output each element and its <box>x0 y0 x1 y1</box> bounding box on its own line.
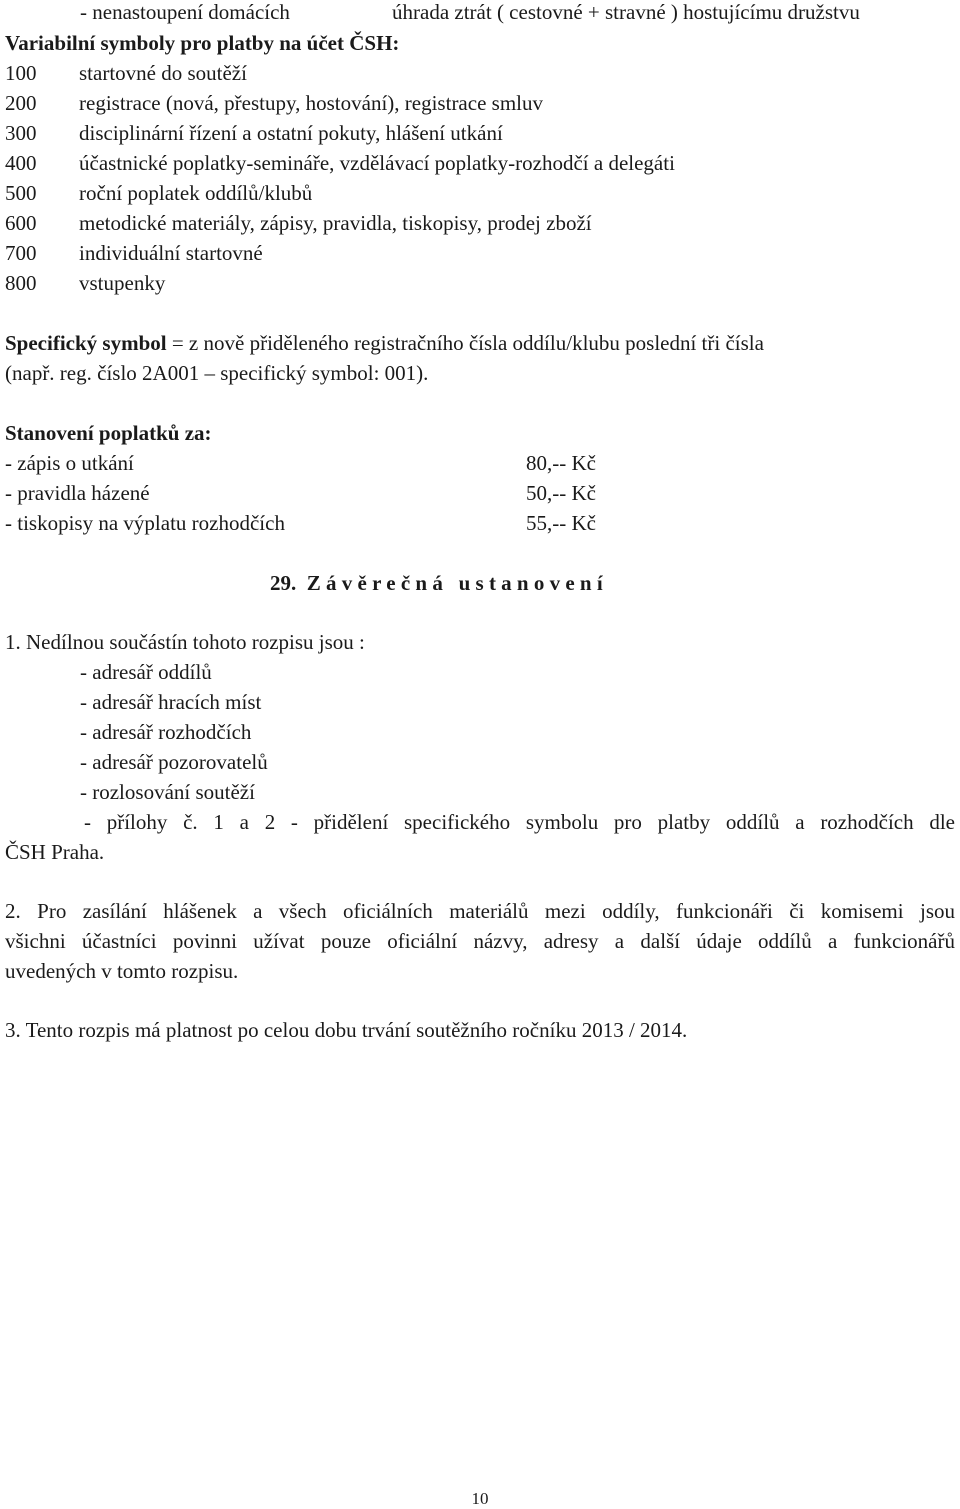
fee-value: 80,-- Kč <box>526 451 596 475</box>
point1-item: - adresář oddílů <box>80 660 212 684</box>
specific-symbol-text: = z nově přiděleného registračního čísla oddílu/klubu poslední tři čísla <box>166 331 764 355</box>
point3-text: 3. Tento rozpis má platnost po celou dobu trvání soutěžního ročníku 2013 / 2014. <box>5 1018 688 1042</box>
fee-label: - pravidla házené <box>5 481 150 505</box>
symbol-code: 600 <box>5 211 37 235</box>
fee-value: 50,-- Kč <box>526 481 596 505</box>
top-line-right: úhrada ztrát ( cestovné + stravné ) hostujícímu družstvu <box>392 0 860 24</box>
fee-label: - tiskopisy na výplatu rozhodčích <box>5 511 285 535</box>
section-29-heading <box>270 568 603 598</box>
symbol-description: roční poplatek oddílů/klubů <box>79 181 313 205</box>
fee-value: 55,-- Kč <box>526 511 596 535</box>
symbol-code: 200 <box>5 91 37 115</box>
section-number: 29. <box>270 571 297 595</box>
symbol-description: individuální startovné <box>79 241 263 265</box>
specific-symbol-line1 <box>5 328 764 358</box>
symbol-code: 100 <box>5 61 37 85</box>
symbol-code: 400 <box>5 151 37 175</box>
point1-item: - adresář rozhodčích <box>80 720 252 744</box>
fee-label: - zápis o utkání <box>5 451 134 475</box>
point1-attachment-line1: - přílohy č. 1 a 2 - přidělení specifického symbolu pro platby oddílů a rozhodčích dle <box>84 810 955 834</box>
point2-line3: uvedených v tomto rozpisu. <box>5 959 239 983</box>
specific-symbol-label: Specifický symbol <box>5 331 167 355</box>
variable-symbols-heading: Variabilní symboly pro platby na účet ČSH: <box>5 31 400 55</box>
fees-heading: Stanovení poplatků za: <box>5 421 212 445</box>
symbol-description: vstupenky <box>79 271 166 295</box>
point1-attachment-line2: ČSH Praha. <box>5 840 105 864</box>
point2-line2: všichni účastníci povinni užívat pouze oficiální názvy, adresy a další údaje oddílů a funkcionářů <box>5 929 955 953</box>
symbol-description: startovné do soutěží <box>79 61 247 85</box>
symbol-code: 800 <box>5 271 37 295</box>
symbol-description: účastnické poplatky-semináře, vzdělávací poplatky-rozhodčí a delegáti <box>79 151 675 175</box>
symbol-description: disciplinární řízení a ostatní pokuty, hlášení utkání <box>79 121 503 145</box>
point1-intro: 1. Nedílnou součástín tohoto rozpisu jsou : <box>5 630 365 654</box>
section-title: Z á v ě r e č n á u s t a n o v e n í <box>306 571 603 595</box>
top-line-left: - nenastoupení domácích <box>80 0 290 24</box>
symbol-description: registrace (nová, přestupy, hostování), registrace smluv <box>79 91 543 115</box>
symbol-code: 700 <box>5 241 37 265</box>
point1-item: - adresář hracích míst <box>80 690 262 714</box>
point1-item: - rozlosování soutěží <box>80 780 255 804</box>
specific-symbol-line2: (např. reg. číslo 2A001 – specifický symbol: 001). <box>5 361 429 385</box>
symbol-description: metodické materiály, zápisy, pravidla, tiskopisy, prodej zboží <box>79 211 592 235</box>
symbol-code: 500 <box>5 181 37 205</box>
point2-line1: 2. Pro zasílání hlášenek a všech oficiálních materiálů mezi oddíly, funkcionáři či komisemi jsou <box>5 899 955 923</box>
point1-item: - adresář pozorovatelů <box>80 750 268 774</box>
page-number: 10 <box>471 1489 489 1508</box>
symbol-code: 300 <box>5 121 37 145</box>
